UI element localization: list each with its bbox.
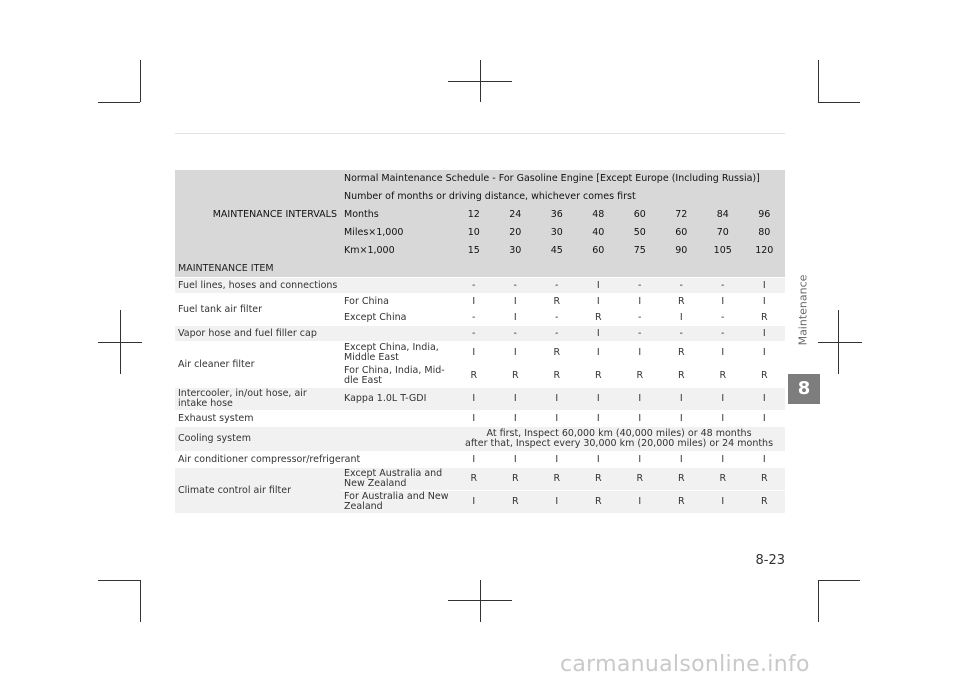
schedule-cell: R — [536, 294, 578, 310]
interval-value: 45 — [536, 242, 578, 260]
schedule-cell: R — [536, 342, 578, 365]
schedule-cell: I — [536, 452, 578, 468]
interval-value: 12 — [453, 206, 495, 224]
schedule-cell: I — [702, 491, 744, 514]
schedule-cell: R — [578, 365, 620, 388]
schedule-cell: - — [702, 278, 744, 294]
schedule-cell: I — [495, 310, 537, 326]
schedule-cell: I — [578, 278, 620, 294]
schedule-cell: I — [619, 294, 661, 310]
schedule-cell: I — [453, 491, 495, 514]
table-row — [175, 468, 785, 491]
interval-label: Km×1,000 — [341, 242, 453, 260]
schedule-cell: I — [453, 388, 495, 411]
interval-value: 60 — [619, 206, 661, 224]
interval-value: 90 — [661, 242, 703, 260]
schedule-cell: I — [495, 342, 537, 365]
schedule-cell: I — [536, 411, 578, 427]
schedule-cell: - — [619, 326, 661, 342]
item-condition: Except China, India, Middle East — [341, 342, 453, 365]
schedule-cell: I — [619, 452, 661, 468]
schedule-cell: R — [744, 310, 786, 326]
schedule-cell: R — [661, 491, 703, 514]
schedule-cell: R — [661, 365, 703, 388]
page-number: 8-23 — [755, 553, 785, 568]
schedule-cell: I — [536, 491, 578, 514]
schedule-cell: R — [453, 365, 495, 388]
schedule-cell: I — [578, 452, 620, 468]
interval-value: 75 — [619, 242, 661, 260]
schedule-cell: R — [536, 468, 578, 491]
interval-value: 50 — [619, 224, 661, 242]
schedule-cell: R — [619, 365, 661, 388]
schedule-cell: I — [702, 388, 744, 411]
interval-value: 84 — [702, 206, 744, 224]
item-condition: For China, India, Mid-dle East — [341, 365, 453, 388]
schedule-cell: - — [453, 310, 495, 326]
table-row — [175, 326, 785, 342]
schedule-cell: - — [702, 310, 744, 326]
schedule-cell: I — [702, 294, 744, 310]
interval-value: 48 — [578, 206, 620, 224]
schedule-cell: I — [619, 491, 661, 514]
schedule-cell: R — [495, 468, 537, 491]
section-tab-label — [795, 250, 811, 370]
schedule-cell: I — [453, 411, 495, 427]
interval-value: 80 — [744, 224, 786, 242]
interval-value: 20 — [495, 224, 537, 242]
schedule-cell: R — [661, 294, 703, 310]
schedule-cell: R — [744, 365, 786, 388]
schedule-cell: R — [453, 468, 495, 491]
item-name: Exhaust system — [175, 411, 453, 427]
schedule-cell: I — [702, 411, 744, 427]
maintenance-item-label: MAINTENANCE ITEM — [175, 260, 785, 278]
schedule-cell: I — [453, 452, 495, 468]
schedule-cell: I — [661, 388, 703, 411]
cooling-note-line: after that, Inspect every 30,000 km (20,000 miles) or 24 months — [465, 438, 774, 449]
schedule-cell: - — [536, 310, 578, 326]
schedule-cell: I — [495, 388, 537, 411]
interval-value: 30 — [536, 224, 578, 242]
interval-label: Months — [341, 206, 453, 224]
schedule-cell: I — [578, 342, 620, 365]
schedule-cell: R — [744, 468, 786, 491]
schedule-cell: R — [495, 365, 537, 388]
schedule-cell: R — [578, 491, 620, 514]
schedule-cell: - — [495, 278, 537, 294]
interval-value: 105 — [702, 242, 744, 260]
maintenance-intervals-label: MAINTENANCE INTERVALS — [175, 170, 341, 260]
cooling-note-line: At first, Inspect 60,000 km (40,000 miles) or 48 months — [486, 428, 752, 439]
interval-value: 72 — [661, 206, 703, 224]
schedule-cell: - — [536, 278, 578, 294]
schedule-cell: - — [453, 326, 495, 342]
interval-value: 10 — [453, 224, 495, 242]
schedule-cell: I — [744, 278, 786, 294]
schedule-cell: R — [702, 365, 744, 388]
table-row — [175, 278, 785, 294]
table-row — [175, 411, 785, 427]
item-name: Air cleaner filter — [175, 342, 341, 388]
schedule-cell: R — [702, 468, 744, 491]
schedule-cell: R — [661, 342, 703, 365]
schedule-cell: R — [661, 468, 703, 491]
schedule-cell: - — [661, 326, 703, 342]
chapter-badge: 8 — [788, 374, 820, 404]
schedule-cell: - — [495, 326, 537, 342]
schedule-cell: I — [578, 294, 620, 310]
item-condition: Kappa 1.0L T-GDI — [341, 388, 453, 411]
schedule-cell: I — [619, 342, 661, 365]
schedule-title: Normal Maintenance Schedule - For Gasoline Engine [Except Europe (Including Russia)] — [341, 170, 785, 188]
table-row — [175, 452, 785, 468]
top-rule — [175, 133, 785, 134]
interval-value: 70 — [702, 224, 744, 242]
interval-value: 24 — [495, 206, 537, 224]
schedule-cell: I — [495, 411, 537, 427]
interval-value: 60 — [661, 224, 703, 242]
schedule-cell: I — [578, 326, 620, 342]
interval-label: Miles×1,000 — [341, 224, 453, 242]
schedule-cell: I — [453, 294, 495, 310]
schedule-cell: - — [702, 326, 744, 342]
item-name: Cooling system — [175, 427, 453, 452]
item-name: Air conditioner compressor/refrigerant — [175, 452, 453, 468]
table-row — [175, 342, 785, 365]
schedule-cell: R — [578, 468, 620, 491]
interval-value: 120 — [744, 242, 786, 260]
schedule-cell: I — [744, 452, 786, 468]
interval-value: 15 — [453, 242, 495, 260]
schedule-cell: I — [661, 452, 703, 468]
schedule-cell: I — [453, 342, 495, 365]
schedule-cell: I — [744, 342, 786, 365]
schedule-cell: - — [619, 278, 661, 294]
interval-value: 36 — [536, 206, 578, 224]
item-name: Fuel tank air filter — [175, 294, 341, 326]
schedule-cell: R — [536, 365, 578, 388]
interval-value: 40 — [578, 224, 620, 242]
schedule-cell: R — [578, 310, 620, 326]
schedule-cell: R — [744, 491, 786, 514]
cooling-note — [453, 427, 785, 452]
schedule-cell: - — [453, 278, 495, 294]
schedule-cell: I — [619, 411, 661, 427]
schedule-subtitle: Number of months or driving distance, whichever comes first — [341, 188, 785, 206]
table-row — [175, 388, 785, 411]
item-condition: For Australia and New Zealand — [341, 491, 453, 514]
schedule-cell: I — [536, 388, 578, 411]
schedule-cell: - — [536, 326, 578, 342]
item-name: Climate control air filter — [175, 468, 341, 514]
interval-value: 60 — [578, 242, 620, 260]
schedule-cell: R — [495, 491, 537, 514]
schedule-cell: I — [661, 310, 703, 326]
item-condition: For China — [341, 294, 453, 310]
table-row — [175, 294, 785, 310]
schedule-cell: I — [744, 411, 786, 427]
schedule-cell: I — [702, 452, 744, 468]
schedule-cell: I — [578, 388, 620, 411]
schedule-cell: I — [744, 388, 786, 411]
schedule-cell: I — [619, 388, 661, 411]
schedule-cell: - — [619, 310, 661, 326]
schedule-cell: I — [661, 411, 703, 427]
schedule-cell: I — [495, 294, 537, 310]
item-name: Intercooler, in/out hose, air intake hose — [175, 388, 341, 411]
interval-value: 96 — [744, 206, 786, 224]
schedule-cell: I — [495, 452, 537, 468]
watermark: carmanualsonline.info — [560, 652, 810, 677]
interval-value: 30 — [495, 242, 537, 260]
schedule-cell: - — [661, 278, 703, 294]
maintenance-schedule-table — [175, 170, 785, 513]
item-condition: Except Australia and New Zealand — [341, 468, 453, 491]
schedule-cell: I — [578, 411, 620, 427]
table-row — [175, 427, 785, 452]
schedule-cell: R — [619, 468, 661, 491]
schedule-cell: I — [744, 326, 786, 342]
section-label: Maintenance — [796, 274, 810, 346]
item-name: Fuel lines, hoses and connections — [175, 278, 453, 294]
schedule-cell: I — [702, 342, 744, 365]
item-name: Vapor hose and fuel filler cap — [175, 326, 453, 342]
schedule-cell: I — [744, 294, 786, 310]
item-condition: Except China — [341, 310, 453, 326]
